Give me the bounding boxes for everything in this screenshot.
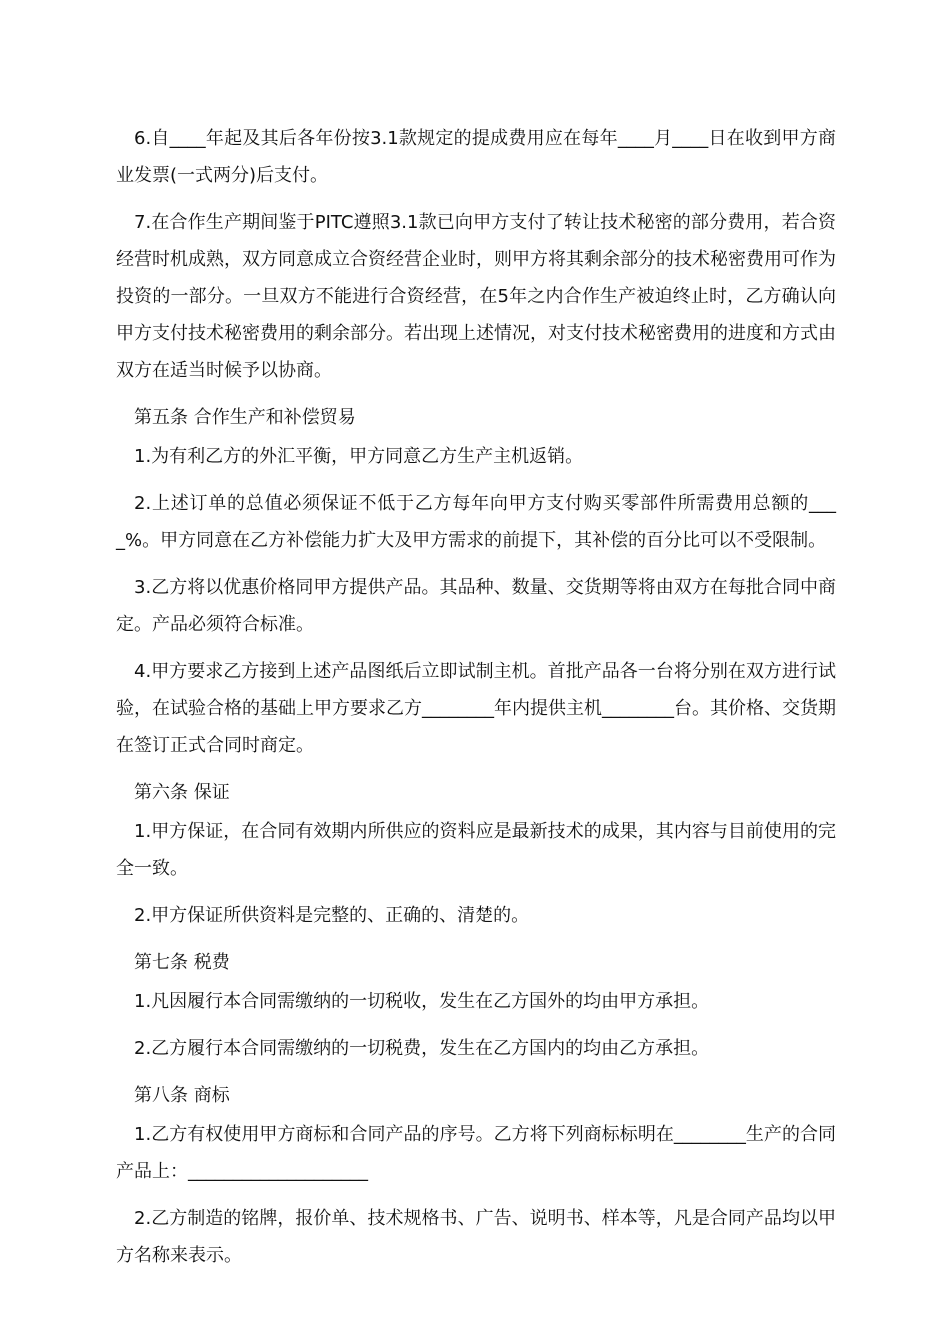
clause-paragraph: 3.乙方将以优惠价格同甲方提供产品。其品种、数量、交货期等将由双方在每批合同中商定。产品必须符合标准。 <box>116 577 836 635</box>
clause-paragraph: 7.在合作生产期间鉴于PITC遵照3.1款已向甲方支付了转让技术秘密的部分费用，若合资经营时机成熟，双方同意成立合资经营企业时，则甲方将其剩余部分的技术秘密费用可作为投资的一部分。一旦双方不能进行合资经营，在5年之内合作生产被迫终止时，乙方确认向甲方支付技术秘密费用的剩余部分。若出现上述情况，对支付技术秘密费用的进度和方式由双方在适当时候予以协商。 <box>116 212 836 381</box>
clause-paragraph: 2.上述订单的总值必须保证不低于乙方每年向甲方支付购买零部件所需费用总额的____%。甲方同意在乙方补偿能力扩大及甲方需求的前提下，其补偿的百分比可以不受限制。 <box>116 493 836 551</box>
clause-paragraph: 2.乙方制造的铭牌，报价单、技术规格书、广告、说明书、样本等，凡是合同产品均以甲方名称来表示。 <box>116 1208 836 1266</box>
clause-paragraph: 4.甲方要求乙方接到上述产品图纸后立即试制主机。首批产品各一台将分别在双方进行试验，在试验合格的基础上甲方要求乙方________年内提供主机________台。其价格、交货期在签订正式合同时商定。 <box>116 661 836 756</box>
clause-paragraph: 2.乙方履行本合同需缴纳的一切税费，发生在乙方国内的均由乙方承担。 <box>134 1038 710 1059</box>
clause-paragraph: 1.乙方有权使用甲方商标和合同产品的序号。乙方将下列商标标明在________生产的合同产品上：____________________ <box>116 1124 836 1182</box>
clause-paragraph: 1.为有利乙方的外汇平衡，甲方同意乙方生产主机返销。 <box>134 446 584 467</box>
document-page <box>116 120 836 1284</box>
article-heading: 第八条 商标 <box>134 1085 230 1106</box>
clause-paragraph: 1.凡因履行本合同需缴纳的一切税收，发生在乙方国外的均由甲方承担。 <box>134 991 710 1012</box>
clause-paragraph: 6.自____年起及其后各年份按3.1款规定的提成费用应在每年____月____日在收到甲方商业发票(一式两分)后支付。 <box>116 128 836 186</box>
article-heading: 第五条 合作生产和补偿贸易 <box>134 407 356 428</box>
article-heading: 第七条 税费 <box>134 952 230 973</box>
article-heading: 第六条 保证 <box>134 782 230 803</box>
clause-paragraph: 2.甲方保证所供资料是完整的、正确的、清楚的。 <box>134 905 530 926</box>
clause-paragraph: 1.甲方保证，在合同有效期内所供应的资料应是最新技术的成果，其内容与目前使用的完全一致。 <box>116 821 836 879</box>
